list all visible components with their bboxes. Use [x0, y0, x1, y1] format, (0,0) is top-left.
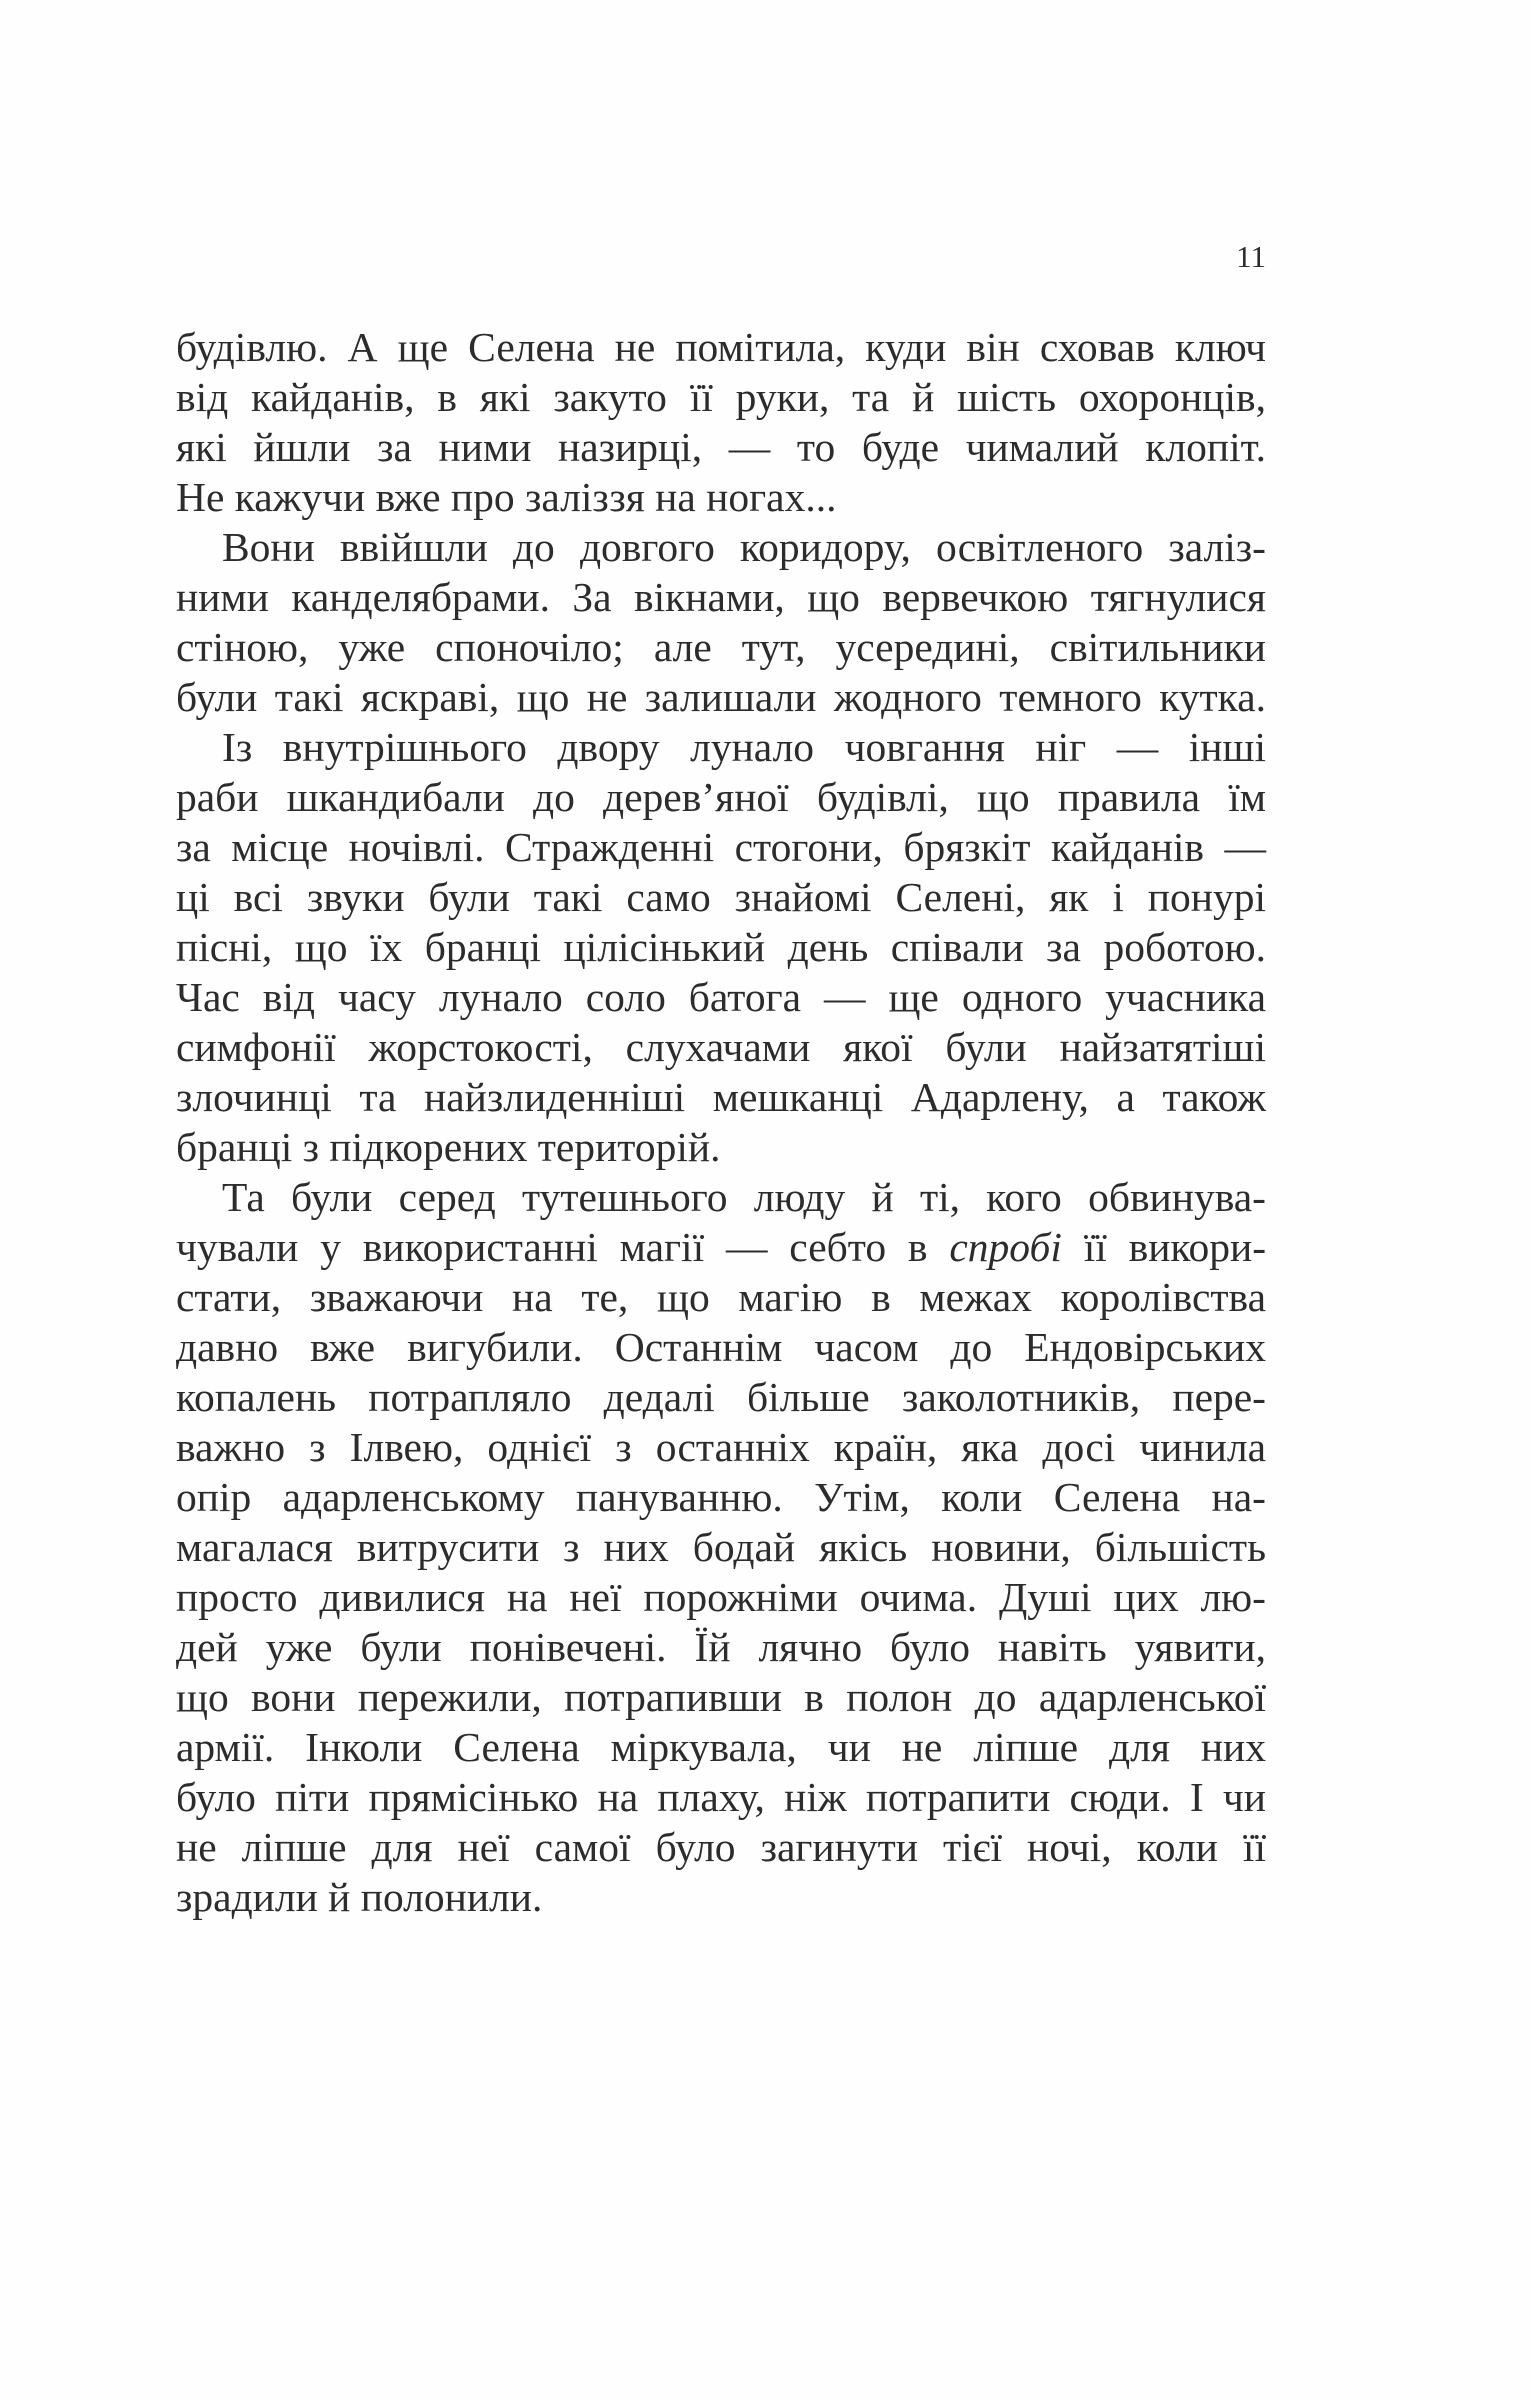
text-line: Із внутрішнього двору лунало човгання ніг — інші: [222, 724, 1266, 770]
text-line: симфонії жорстокості, слухачами якої були найзатятіші: [176, 1024, 1266, 1070]
text-line: копалень потрапляло дедалі більше заколотників, пере-: [176, 1374, 1266, 1420]
paragraph-2: [176, 522, 1266, 722]
page-number: 11: [1236, 239, 1266, 274]
text-line: раби шкандибали до дерев’яної будівлі, що правила їм: [176, 774, 1266, 820]
text-line: зрадили й полонили.: [176, 1874, 543, 1920]
text-line-with-italic: [176, 1222, 1266, 1272]
paragraph-3: [176, 722, 1266, 1172]
text-line: давно вже вигубили. Останнім часом до Ендовірських: [176, 1324, 1266, 1370]
text-line: Вони ввійшли до довгого коридору, освітленого заліз-: [222, 524, 1266, 570]
text-line: ними канделябрами. За вікнами, що вервечкою тягнулися: [176, 574, 1266, 620]
text-line: що вони пережили, потрапивши в полон до адарленської: [176, 1674, 1266, 1720]
text-line: дей уже були понівечені. Їй лячно було навіть уявити,: [176, 1624, 1266, 1670]
paragraph-1: [176, 322, 1266, 522]
text-line: стати, зважаючи на те, що магію в межах королівства: [176, 1274, 1266, 1320]
text-line: злочинці та найзлиденніші мешканці Адарлену, а також: [176, 1074, 1266, 1120]
text-line: були такі яскраві, що не залишали жодного темного кутка.: [176, 674, 1266, 720]
text-line: Не кажучи вже про заліззя на ногах...: [176, 474, 837, 520]
text-line: від кайданів, в які закуто її руки, та й шість охоронців,: [176, 374, 1266, 420]
italic-word: спробі: [949, 1224, 1062, 1270]
text-line: було піти прямісінько на плаху, ніж потрапити сюди. І чи: [176, 1774, 1266, 1820]
text-line: стіною, уже споночіло; але тут, усередині, світильники: [176, 624, 1266, 670]
text-line: Час від часу лунало соло батога — ще одного учасника: [176, 974, 1266, 1020]
text-line: магалася витрусити з них бодай якісь новини, більшість: [176, 1524, 1266, 1570]
body-text: [176, 322, 1266, 1922]
text-line: важно з Ілвею, однієї з останніх країн, яка досі чинила: [176, 1424, 1266, 1470]
text-line: які йшли за ними назирці, — то буде чималий клопіт.: [176, 424, 1266, 470]
text-line: просто дивилися на неї порожніми очима. Душі цих лю-: [176, 1574, 1266, 1620]
text-line: бранці з підкорених територій.: [176, 1124, 721, 1170]
text-line: будівлю. А ще Селена не помітила, куди він сховав ключ: [176, 324, 1266, 370]
text-line: не ліпше для неї самої було загинути тієї ночі, коли її: [176, 1824, 1266, 1870]
text-line: ці всі звуки були такі само знайомі Селені, як і понурі: [176, 874, 1266, 920]
text-line: за місце ночівлі. Стражденні стогони, брязкіт кайданів —: [176, 824, 1266, 870]
text-line: пісні, що їх бранці цілісінький день співали за роботою.: [176, 924, 1266, 970]
text-fragment: її викори-: [1061, 1224, 1267, 1270]
text-fragment: чували у використанні магії — себто в: [176, 1224, 928, 1270]
text-line: Та були серед тутешнього люду й ті, кого обвинува-: [222, 1174, 1266, 1220]
text-line: армії. Інколи Селена міркувала, чи не ліпше для них: [176, 1724, 1266, 1770]
text-line: опір адарленському пануванню. Утім, коли Селена на-: [176, 1474, 1266, 1520]
paragraph-4: [176, 1172, 1266, 1922]
